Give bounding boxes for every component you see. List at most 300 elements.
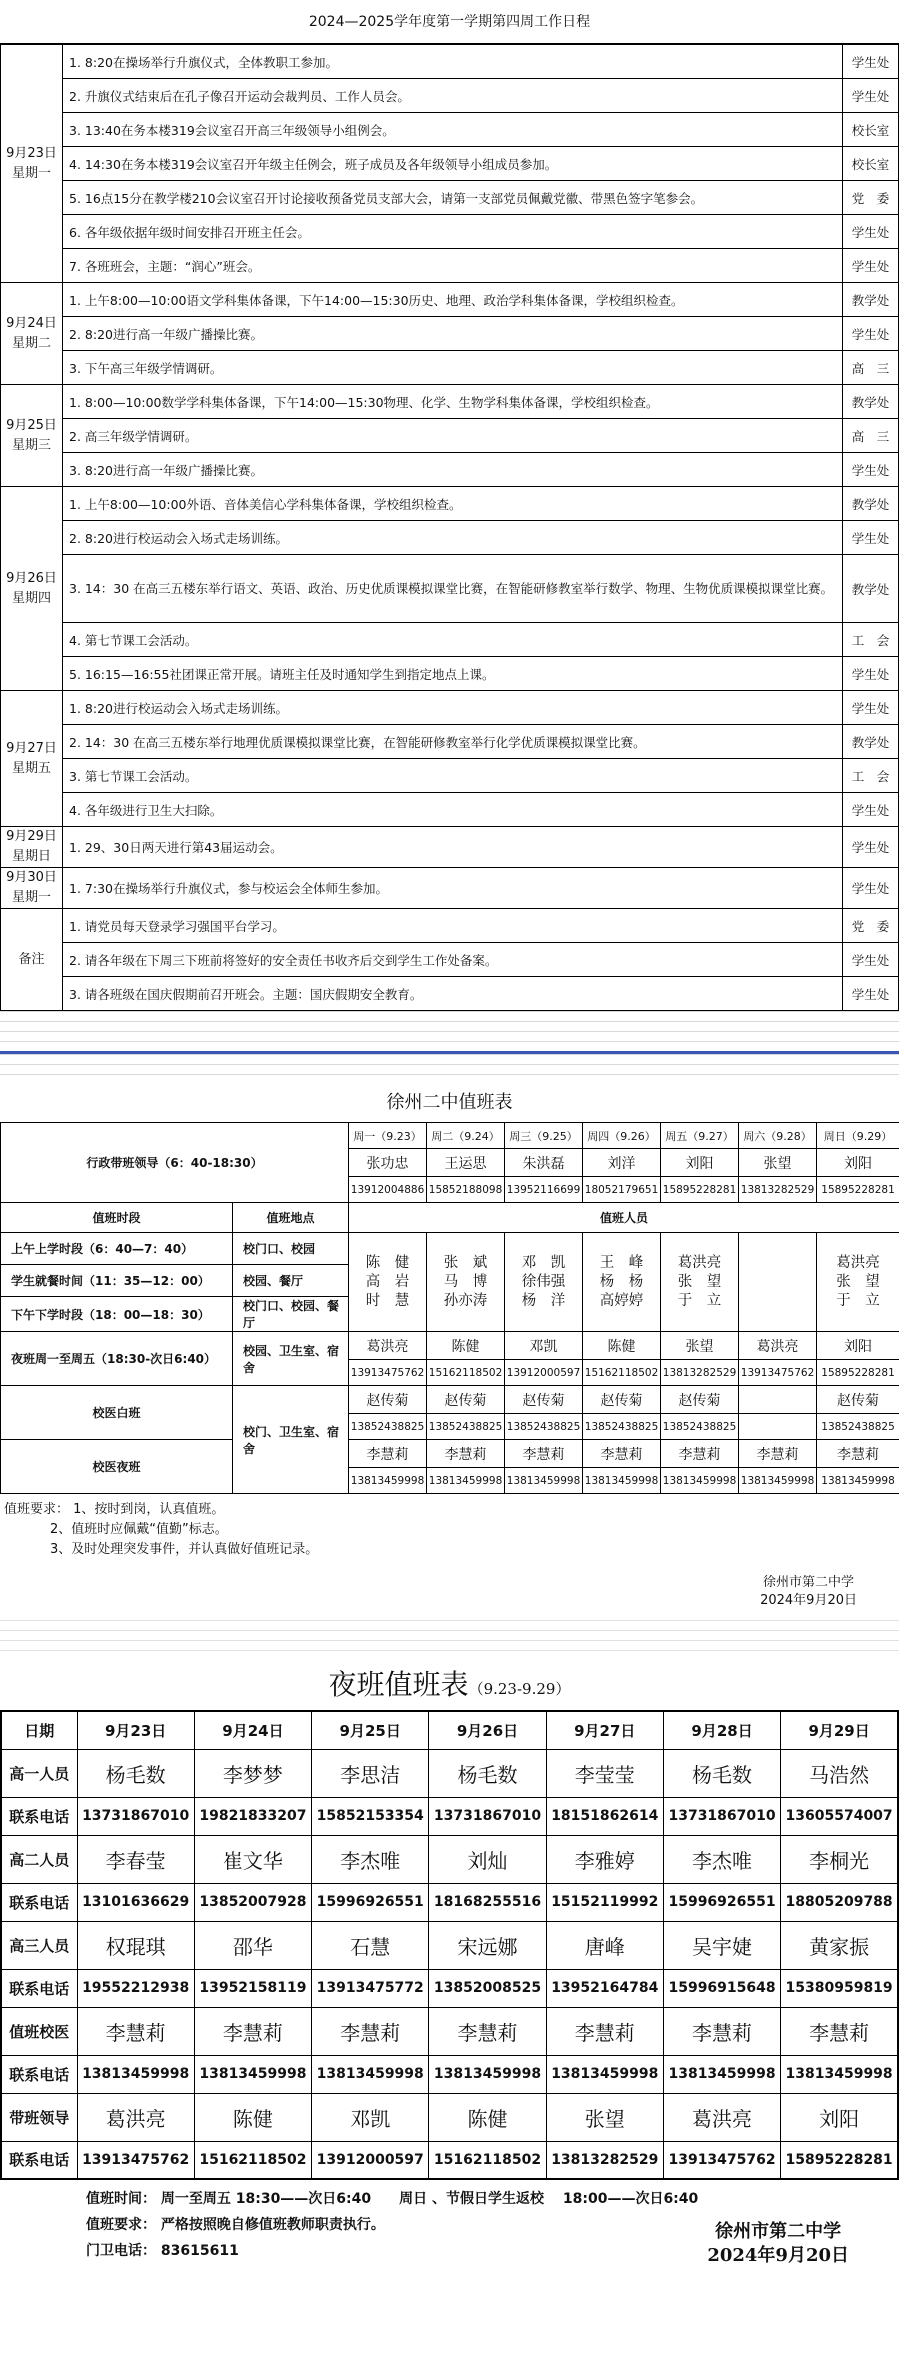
staff-name: 张 望 [677, 1273, 722, 1290]
duty-row [1, 1440, 899, 1468]
schedule-dept: 学生处 [843, 79, 899, 113]
night-date-header: 日期 [1, 1711, 77, 1749]
night-name: 唐峰 [546, 1921, 663, 1969]
night-name: 李莹莹 [546, 1749, 663, 1797]
schedule-dept: 学生处 [843, 453, 899, 487]
night-duty-phone: 15895228281 [817, 1360, 899, 1386]
period-time: 学生就餐时间（11：35—12：00） [1, 1265, 233, 1297]
duty-req-label: 值班要求： [86, 2217, 156, 2233]
schedule-item: 1. 上午8:00—10:00外语、音体美信心学科集体备课，学校组织检查。 [63, 487, 843, 521]
leader-phone: 18052179651 [583, 1177, 661, 1203]
staff-cell [427, 1233, 505, 1332]
night-name: 杨毛数 [77, 1749, 194, 1797]
night-row-label: 联系电话 [1, 1883, 77, 1921]
schedule-dept: 高 三 [843, 351, 899, 385]
schedule-row [1, 45, 899, 79]
day-weekday: 星期日 [11, 849, 51, 864]
doctor-day-name: 赵传菊 [505, 1386, 583, 1414]
night-name: 李慧莉 [77, 2007, 194, 2055]
schedule-dept: 学生处 [843, 943, 899, 977]
leader-name: 王运思 [427, 1149, 505, 1177]
night-phone: 19552212938 [77, 1969, 194, 2007]
night-row [1, 2093, 898, 2141]
doctor-day-phone: 13852438825 [427, 1414, 505, 1440]
schedule-item: 4. 14:30在务本楼319会议室召开年级主任例会，班子成员及各年级领导小组成员参加。 [63, 147, 843, 181]
doctor-night-name: 李慧莉 [427, 1440, 505, 1468]
doctor-night-name: 李慧莉 [817, 1440, 899, 1468]
staff-name: 邓 凯 [521, 1254, 566, 1271]
schedule-table [0, 44, 899, 1011]
grid-spacer [0, 1620, 899, 1660]
night-name: 李杰唯 [663, 1835, 780, 1883]
duty-row [1, 1386, 899, 1414]
schedule-dept: 教学处 [843, 487, 899, 521]
schedule-dept: 学生处 [843, 691, 899, 725]
night-duty-name: 邓凯 [505, 1332, 583, 1360]
schedule-item: 1. 8:20在操场举行升旗仪式，全体教职工参加。 [63, 45, 843, 79]
night-phone: 19821833207 [194, 1797, 311, 1835]
doctor-place: 校门、卫生室、宿舍 [233, 1386, 349, 1494]
schedule-item: 2. 升旗仪式结束后在孔子像召开运动会裁判员、工作人员会。 [63, 79, 843, 113]
day-weekday: 星期一 [11, 890, 51, 905]
schedule-row [1, 827, 899, 868]
grid-spacer [0, 1054, 899, 1084]
night-duty-phone: 13912000597 [505, 1360, 583, 1386]
night-date: 9月24日 [194, 1711, 311, 1749]
night-phone: 13913475762 [663, 2141, 780, 2179]
staff-name: 葛洪亮 [836, 1254, 880, 1271]
schedule-day-cell [1, 385, 63, 487]
schedule-row [1, 521, 899, 555]
night-phone: 13952164784 [546, 1969, 663, 2007]
period-place: 校门口、校园、餐厅 [233, 1297, 349, 1332]
doctor-night-phone: 13813459998 [505, 1468, 583, 1494]
doctor-night-phone: 13813459998 [349, 1468, 427, 1494]
staff-header: 值班人员 [349, 1203, 899, 1233]
schedule-item: 7. 各班班会，主题：“润心”班会。 [63, 249, 843, 283]
leader-phone: 13813282529 [739, 1177, 817, 1203]
doctor-night-phone: 13813459998 [739, 1468, 817, 1494]
night-row [1, 1921, 898, 1969]
doctor-day-name: 赵传菊 [349, 1386, 427, 1414]
night-duty-name: 葛洪亮 [739, 1332, 817, 1360]
schedule-item: 1. 8:00—10:00数学学科集体备课，下午14:00—15:30物理、化学、生物学科集体备课，学校组织检查。 [63, 385, 843, 419]
duty-day-header: 周一（9.23） [349, 1123, 427, 1149]
night-phone: 15852153354 [312, 1797, 429, 1835]
schedule-row [1, 793, 899, 827]
schedule-item: 1. 29、30日两天进行第43届运动会。 [63, 827, 843, 868]
night-title-text: 夜班值班表 [328, 1668, 469, 1701]
staff-name: 孙亦涛 [443, 1292, 488, 1309]
requirement-line: 3、及时处理突发事件，并认真做好值班记录。 [50, 1542, 319, 1557]
night-name: 李桐光 [781, 1835, 898, 1883]
schedule-dept: 校长室 [843, 147, 899, 181]
signature-date: 2024年9月20日 [760, 1593, 857, 1608]
night-phone: 15152119992 [546, 1883, 663, 1921]
schedule-dept: 高 三 [843, 419, 899, 453]
leader-phone: 15895228281 [817, 1177, 899, 1203]
doctor-day-label: 校医白班 [1, 1386, 233, 1440]
doctor-day-phone: 13852438825 [817, 1414, 899, 1440]
night-duty-name: 刘阳 [817, 1332, 899, 1360]
schedule-dept: 教学处 [843, 555, 899, 623]
schedule-row [1, 113, 899, 147]
night-phone: 13731867010 [663, 1797, 780, 1835]
day-weekday: 星期一 [11, 165, 51, 181]
night-name: 权琨琪 [77, 1921, 194, 1969]
duty-day-header: 周四（9.26） [583, 1123, 661, 1149]
duty-row [1, 1203, 899, 1233]
staff-cell [661, 1233, 739, 1332]
schedule-row [1, 487, 899, 521]
night-row-label: 值班校医 [1, 2007, 77, 2055]
schedule-item: 2. 高三年级学情调研。 [63, 419, 843, 453]
staff-name: 张 斌 [443, 1254, 488, 1271]
night-name: 葛洪亮 [663, 2093, 780, 2141]
night-row [1, 2055, 898, 2093]
schedule-row [1, 623, 899, 657]
night-name: 刘灿 [429, 1835, 546, 1883]
staff-name: 王 峰 [599, 1254, 644, 1271]
night-row-label: 高一人员 [1, 1749, 77, 1797]
schedule-dept: 学生处 [843, 249, 899, 283]
schedule-item: 1. 8:20进行校运动会入场式走场训练。 [63, 691, 843, 725]
night-name: 刘阳 [781, 2093, 898, 2141]
schedule-row [1, 453, 899, 487]
night-name: 陈健 [194, 2093, 311, 2141]
night-date: 9月26日 [429, 1711, 546, 1749]
schedule-dept: 教学处 [843, 725, 899, 759]
schedule-row [1, 181, 899, 215]
duty-time-line [86, 2188, 698, 2208]
leader-phone: 15852188098 [427, 1177, 505, 1203]
night-phone: 13813459998 [546, 2055, 663, 2093]
doctor-day-name: 赵传菊 [661, 1386, 739, 1414]
night-phone: 13813459998 [194, 2055, 311, 2093]
staff-cell [505, 1233, 583, 1332]
day-weekday: 星期五 [11, 760, 51, 776]
schedule-dept: 学生处 [843, 657, 899, 691]
night-name: 黄家振 [781, 1921, 898, 1969]
doctor-night-name: 李慧莉 [349, 1440, 427, 1468]
night-phone: 13731867010 [429, 1797, 546, 1835]
schedule-row [1, 657, 899, 691]
staff-name: 高婷婷 [599, 1292, 644, 1309]
staff-name: 于 立 [836, 1292, 880, 1309]
schedule-dept: 工 会 [843, 623, 899, 657]
staff-cell [349, 1233, 427, 1332]
night-row [1, 1797, 898, 1835]
night-name: 李慧莉 [194, 2007, 311, 2055]
period-time: 下午下学时段（18：00—18：30） [1, 1297, 233, 1332]
night-phone: 13605574007 [781, 1797, 898, 1835]
night-row [1, 1969, 898, 2007]
schedule-row [1, 419, 899, 453]
signature-text: 徐州市第二中学 [715, 2221, 842, 2242]
staff-name: 于 立 [677, 1292, 722, 1309]
night-phone: 13852008525 [429, 1969, 546, 2007]
schedule-item: 3. 第七节课工会活动。 [63, 759, 843, 793]
night-phone: 13813459998 [429, 2055, 546, 2093]
schedule-dept: 学生处 [843, 827, 899, 868]
night-duty-phone: 15162118502 [427, 1360, 505, 1386]
schedule-day-cell [1, 909, 63, 1011]
requirement-line: 值班要求： 1、按时到岗，认真值班。 [4, 1502, 225, 1517]
grid-spacer [0, 1011, 899, 1051]
night-phone: 13952158119 [194, 1969, 311, 2007]
night-title [0, 1660, 899, 1710]
night-row-label: 联系电话 [1, 1797, 77, 1835]
schedule-item: 3. 8:20进行高一年级广播操比赛。 [63, 453, 843, 487]
night-name: 杨毛数 [663, 1749, 780, 1797]
night-row-label: 高三人员 [1, 1921, 77, 1969]
duty-day-header: 周三（9.25） [505, 1123, 583, 1149]
night-name: 李梦梦 [194, 1749, 311, 1797]
duty-time-label: 值班时间： [86, 2191, 156, 2207]
night-phone: 13101636629 [77, 1883, 194, 1921]
schedule-dept: 学生处 [843, 45, 899, 79]
schedule-row [1, 977, 899, 1011]
leader-name: 张功忠 [349, 1149, 427, 1177]
doctor-day-phone [739, 1414, 817, 1440]
duty-requirements [0, 1494, 899, 1574]
night-phone: 13852007928 [194, 1883, 311, 1921]
night-phone: 13912000597 [312, 2141, 429, 2179]
schedule-title: 2024—2025学年度第一学期第四周工作日程 [0, 0, 899, 44]
duty-row [1, 1233, 899, 1265]
duty-signature-block [0, 1574, 899, 1620]
duty-req-value: 严格按照晚自修值班教师职责执行。 [160, 2217, 385, 2233]
staff-name: 马 博 [443, 1273, 488, 1290]
day-date: 9月24日 [6, 315, 57, 331]
schedule-item: 2. 请各年级在下周三下班前将签好的安全责任书收齐后交到学生工作处备案。 [63, 943, 843, 977]
doctor-night-phone: 13813459998 [427, 1468, 505, 1494]
doctor-night-name: 李慧莉 [583, 1440, 661, 1468]
day-weekday: 星期三 [11, 437, 51, 453]
schedule-row [1, 759, 899, 793]
night-date: 9月23日 [77, 1711, 194, 1749]
doctor-day-phone: 13852438825 [661, 1414, 739, 1440]
night-phone: 18151862614 [546, 1797, 663, 1835]
gate-phone-value: 83615611 [160, 2243, 239, 2259]
schedule-dept: 学生处 [843, 793, 899, 827]
leader-name: 刘阳 [661, 1149, 739, 1177]
night-row [1, 2007, 898, 2055]
schedule-row [1, 249, 899, 283]
leader-name: 张望 [739, 1149, 817, 1177]
night-duty-label: 夜班周一至周五（18:30-次日6:40） [1, 1332, 233, 1386]
night-date-range: （9.23-9.29） [468, 1680, 571, 1698]
duty-table [0, 1122, 899, 1494]
duty-day-header: 周五（9.27） [661, 1123, 739, 1149]
night-name: 邓凯 [312, 2093, 429, 2141]
period-time: 上午上学时段（6：40—7：40） [1, 1233, 233, 1265]
doctor-day-name [739, 1386, 817, 1414]
night-name: 崔文华 [194, 1835, 311, 1883]
schedule-dept: 学生处 [843, 215, 899, 249]
night-name: 吴宇婕 [663, 1921, 780, 1969]
schedule-dept: 工 会 [843, 759, 899, 793]
day-date: 9月29日 [6, 829, 57, 844]
day-date: 9月26日 [6, 570, 57, 586]
duty-day-header: 周二（9.24） [427, 1123, 505, 1149]
night-date: 9月29日 [781, 1711, 898, 1749]
leader-name: 刘阳 [817, 1149, 899, 1177]
night-row-label: 联系电话 [1, 1969, 77, 2007]
night-duty-phone: 13913475762 [739, 1360, 817, 1386]
night-row [1, 1749, 898, 1797]
duty-day-header: 周六（9.28） [739, 1123, 817, 1149]
schedule-dept: 校长室 [843, 113, 899, 147]
schedule-day-cell [1, 487, 63, 691]
schedule-item: 3. 下午高三年级学情调研。 [63, 351, 843, 385]
schedule-dept: 学生处 [843, 868, 899, 909]
night-row-label: 高二人员 [1, 1835, 77, 1883]
duty-row [1, 1123, 899, 1149]
schedule-day-cell [1, 45, 63, 283]
night-phone: 13813282529 [546, 2141, 663, 2179]
staff-name: 杨 洋 [521, 1292, 566, 1309]
schedule-row [1, 215, 899, 249]
doctor-day-name: 赵传菊 [817, 1386, 899, 1414]
requirement-line: 2、值班时应佩戴“值勤”标志。 [50, 1522, 228, 1537]
schedule-item: 1. 请党员每天登录学习强国平台学习。 [63, 909, 843, 943]
schedule-dept: 党 委 [843, 909, 899, 943]
schedule-row [1, 555, 899, 623]
schedule-day-cell [1, 283, 63, 385]
schedule-row [1, 317, 899, 351]
night-phone: 13813459998 [77, 2055, 194, 2093]
night-signature [707, 2220, 849, 2268]
period-header: 值班时段 [1, 1203, 233, 1233]
schedule-dept: 学生处 [843, 521, 899, 555]
night-duty-place: 校园、卫生室、宿舍 [233, 1332, 349, 1386]
night-phone: 18805209788 [781, 1883, 898, 1921]
schedule-row [1, 868, 899, 909]
night-name: 李慧莉 [546, 2007, 663, 2055]
night-duty-phone: 13813282529 [661, 1360, 739, 1386]
period-place: 校园、餐厅 [233, 1265, 349, 1297]
night-duty-phone: 13913475762 [349, 1360, 427, 1386]
night-row-label: 带班领导 [1, 2093, 77, 2141]
schedule-dept: 党 委 [843, 181, 899, 215]
staff-cell [817, 1233, 899, 1332]
night-phone: 15996926551 [663, 1883, 780, 1921]
duty-day-header: 周日（9.29） [817, 1123, 899, 1149]
schedule-row [1, 147, 899, 181]
schedule-item: 3. 13:40在务本楼319会议室召开高三年级领导小组例会。 [63, 113, 843, 147]
night-name: 石慧 [312, 1921, 429, 1969]
signature-text: 徐州市第二中学 [763, 1575, 855, 1590]
night-date: 9月28日 [663, 1711, 780, 1749]
night-phone: 13813459998 [781, 2055, 898, 2093]
doctor-day-name: 赵传菊 [583, 1386, 661, 1414]
day-date: 9月27日 [6, 740, 57, 756]
night-name: 李思洁 [312, 1749, 429, 1797]
night-duty-name: 陈健 [583, 1332, 661, 1360]
staff-name: 杨 杨 [599, 1273, 644, 1290]
duty-row [1, 1332, 899, 1360]
doctor-day-phone: 13852438825 [583, 1414, 661, 1440]
schedule-row [1, 351, 899, 385]
schedule-day-cell [1, 827, 63, 868]
night-phone: 15162118502 [194, 2141, 311, 2179]
doctor-night-name: 李慧莉 [661, 1440, 739, 1468]
staff-name: 张 望 [836, 1273, 880, 1290]
night-table [0, 1710, 899, 2180]
staff-cell [739, 1233, 817, 1332]
night-name: 李慧莉 [312, 2007, 429, 2055]
staff-name: 徐伟强 [521, 1273, 566, 1290]
doctor-night-label: 校医夜班 [1, 1440, 233, 1494]
night-footer [0, 2180, 899, 2300]
day-date: 9月30日 [6, 870, 57, 885]
staff-cell [583, 1233, 661, 1332]
staff-name: 时 慧 [365, 1292, 410, 1309]
doctor-night-name: 李慧莉 [739, 1440, 817, 1468]
night-phone: 13813459998 [312, 2055, 429, 2093]
night-name: 陈健 [429, 2093, 546, 2141]
staff-name: 陈 健 [365, 1254, 410, 1271]
night-date: 9月27日 [546, 1711, 663, 1749]
doctor-night-phone: 13813459998 [661, 1468, 739, 1494]
night-phone: 15380959819 [781, 1969, 898, 2007]
schedule-item: 2. 8:20进行校运动会入场式走场训练。 [63, 521, 843, 555]
night-row [1, 1835, 898, 1883]
schedule-row [1, 943, 899, 977]
schedule-row [1, 385, 899, 419]
schedule-dept: 教学处 [843, 385, 899, 419]
schedule-dept: 学生处 [843, 317, 899, 351]
doctor-day-phone: 13852438825 [349, 1414, 427, 1440]
night-name: 葛洪亮 [77, 2093, 194, 2141]
night-row-label: 联系电话 [1, 2141, 77, 2179]
night-phone: 18168255516 [429, 1883, 546, 1921]
leader-name: 朱洪磊 [505, 1149, 583, 1177]
schedule-item: 1. 上午8:00—10:00语文学科集体备课，下午14:00—15:30历史、地理、政治学科集体备课，学校组织检查。 [63, 283, 843, 317]
schedule-row [1, 691, 899, 725]
duty-req-line [86, 2214, 385, 2234]
schedule-row [1, 725, 899, 759]
night-name: 李慧莉 [663, 2007, 780, 2055]
gate-phone-label: 门卫电话： [86, 2243, 156, 2259]
day-date: 备注 [18, 951, 45, 967]
night-phone: 13913475772 [312, 1969, 429, 2007]
schedule-row [1, 909, 899, 943]
place-header: 值班地点 [233, 1203, 349, 1233]
signature-date: 2024年9月20日 [707, 2245, 849, 2266]
night-name: 杨毛数 [429, 1749, 546, 1797]
leader-label: 行政带班领导（6：40-18:30） [1, 1123, 349, 1203]
night-name: 宋远娜 [429, 1921, 546, 1969]
schedule-day-cell [1, 868, 63, 909]
schedule-dept: 教学处 [843, 283, 899, 317]
night-phone: 13731867010 [77, 1797, 194, 1835]
night-duty-name: 张望 [661, 1332, 739, 1360]
night-phone: 13813459998 [663, 2055, 780, 2093]
schedule-item: 5. 16点15分在教学楼210会议室召开讨论接收预备党员支部大会，请第一支部党员佩戴党徽、带黑色签字笔参会。 [63, 181, 843, 215]
night-header-row [1, 1711, 898, 1749]
night-name: 李杰唯 [312, 1835, 429, 1883]
day-date: 9月23日 [6, 145, 57, 161]
night-phone: 15895228281 [781, 2141, 898, 2179]
doctor-day-name: 赵传菊 [427, 1386, 505, 1414]
schedule-dept: 学生处 [843, 977, 899, 1011]
night-name: 李慧莉 [429, 2007, 546, 2055]
leader-phone: 13912004886 [349, 1177, 427, 1203]
leader-phone: 13952116699 [505, 1177, 583, 1203]
schedule-item: 3. 14：30 在高三五楼东举行语文、英语、政治、历史优质课模拟课堂比赛，在智能研修教室举行数学、物理、生物优质课模拟课堂比赛。 [63, 555, 843, 623]
